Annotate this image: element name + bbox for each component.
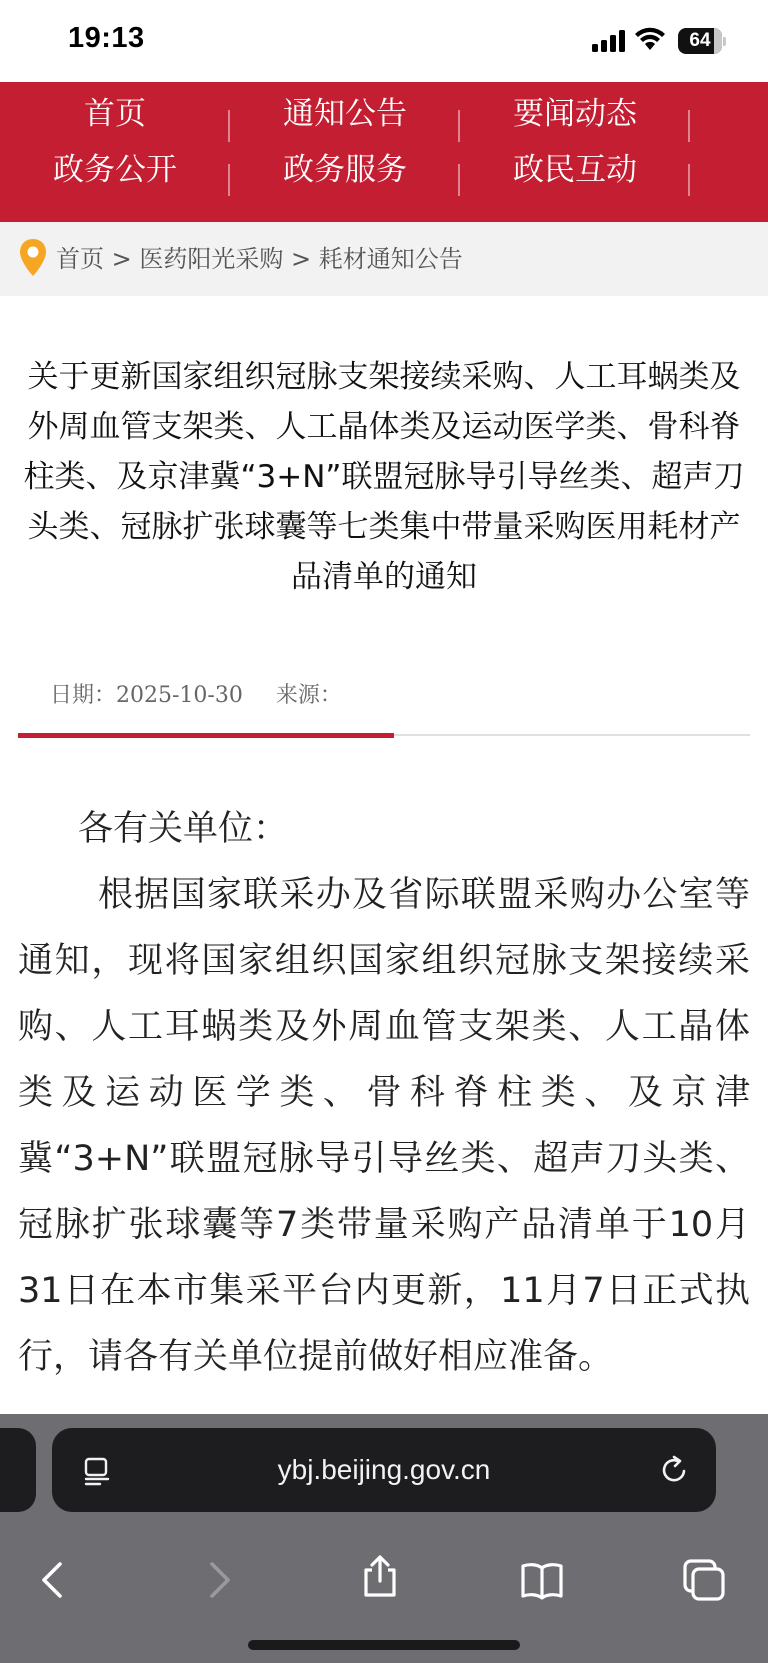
browser-toolbar [0,1414,768,1663]
battery-icon [678,28,726,54]
nav-notices[interactable]: 通知公告 [283,96,407,132]
nav-gov-affairs[interactable]: 政务公开 [53,152,177,188]
nav-interaction[interactable]: 政民互动 [513,152,637,188]
article-salutation: 各有关单位： [78,809,289,849]
article-body [18,796,750,1390]
home-indicator [248,1640,520,1650]
site-nav [0,82,768,222]
nav-divider [228,110,230,142]
nav-divider [688,164,690,196]
article-paragraph: 根据国家联采办及省际联盟采购办公室等通知，现将国家组织国家组织冠脉支架接续采购、人工耳蜗类及外周血管支架类、人工晶体类及运动医学类、骨科脊柱类、及京津冀“3+N”联盟冠脉导引导丝类、超声刀头类、冠脉扩张球囊等7类带量采购产品清单于10月31日在本市集采平台内更新，11月7日正式执行，请各有关单位提前做好相应准备。 [18,875,750,1377]
forward-chevron-icon[interactable] [196,1558,240,1602]
previous-tab-preview[interactable] [0,1428,36,1512]
battery-level: 64 [689,30,711,51]
location-pin-icon [18,238,48,278]
status-time: 19:13 [68,22,145,54]
nav-divider [458,164,460,196]
breadcrumb-text[interactable]: 首页 > 医药阳光采购 > 耗材通知公告 [56,245,463,273]
nav-divider [688,110,690,142]
status-bar [0,0,768,82]
url-text[interactable]: ybj.beijing.gov.cn [277,1454,491,1485]
reload-icon[interactable] [658,1454,690,1486]
bookmarks-icon[interactable] [520,1558,564,1602]
breadcrumb [0,222,768,296]
article-source: 来源： [275,683,342,708]
share-icon[interactable] [358,1554,402,1598]
title-divider-accent [18,733,394,738]
article-title: 关于更新国家组织冠脉支架接续采购、人工耳蜗类及外周血管支架类、人工晶体类及运动医学类、骨科脊柱类、及京津冀“3+N”联盟冠脉导引导丝类、超声刀头类、冠脉扩张球囊等七类集中带量采购医用耗材产品清单的通知 [23,359,745,595]
nav-gov-services[interactable]: 政务服务 [283,152,407,188]
article-meta [50,678,368,709]
wifi-icon [634,26,666,52]
address-bar[interactable] [52,1428,716,1512]
back-chevron-icon[interactable] [32,1558,76,1602]
tabs-icon[interactable] [682,1558,726,1602]
cellular-signal-icon [592,30,626,52]
nav-divider [458,110,460,142]
article-date: 日期：2025-10-30 [50,683,243,708]
nav-news[interactable]: 要闻动态 [513,96,637,132]
nav-home[interactable]: 首页 [84,96,146,132]
nav-divider [228,164,230,196]
